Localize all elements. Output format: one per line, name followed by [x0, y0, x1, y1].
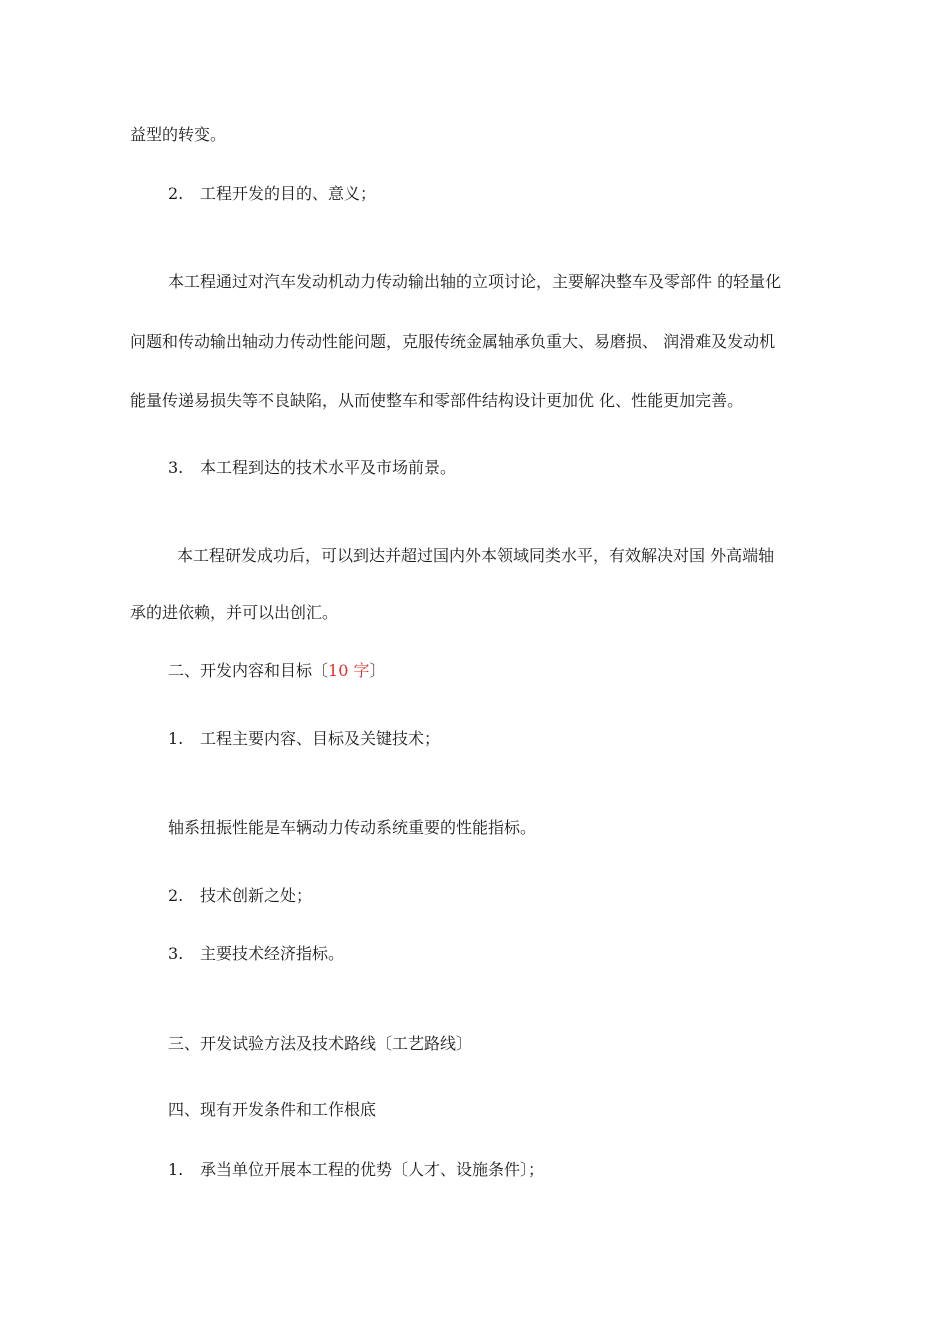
s2-item3: [168, 944, 344, 964]
s4-item1-text: 承当单位开展本工程的优势〔人才、设施条件〕；: [200, 1160, 545, 1179]
section2-title: 二、开发内容和目标〔: [168, 661, 329, 680]
s2-item1-number: 1.: [168, 729, 184, 748]
s1-item2-para-line3: 能量传递易损失等不良缺陷，从而使整车和零部件结构设计更加优 化、性能更加完善。: [130, 391, 744, 410]
s2-item1: [168, 729, 440, 749]
s2-item1-text: 工程主要内容、目标及关键技术；: [200, 729, 441, 748]
s2-item2: [168, 886, 312, 906]
s1-item2-number: 2.: [168, 184, 184, 203]
s2-item3-text: 主要技术经济指标。: [200, 944, 345, 963]
intro-tail: 益型的转变。: [130, 125, 227, 144]
s2-item2-text: 技术创新之处；: [200, 886, 313, 905]
section2-close: 〕: [369, 661, 386, 680]
s1-item3-text: 本工程到达的技术水平及市场前景。: [200, 458, 457, 477]
section2-heading: [168, 661, 385, 681]
s2-item1-para: 轴系扭振性能是车辆动力传动系统重要的性能指标。: [168, 818, 537, 837]
section3-heading: 三、开发试验方法及技术路线〔工艺路线〕: [168, 1034, 473, 1053]
s1-item2-para-line2: 问题和传动输出轴动力传动性能问题，克服传统金属轴承负重大、易磨损、 润滑难及发动机: [130, 332, 776, 351]
s2-item2-number: 2.: [168, 886, 184, 905]
s1-item3-para-line1: 本工程研发成功后，可以到达并超过国内外本领域同类水平，有效解决对国 外高端轴: [177, 546, 775, 565]
section2-word-count-note: 10 字: [328, 661, 370, 680]
s1-item2-para-line1: 本工程通过对汽车发动机动力传动输出轴的立项讨论，主要解决整车及零部件 的轻量化: [168, 272, 782, 291]
s1-item3-number: 3.: [168, 458, 184, 477]
section4-heading: 四、现有开发条件和工作根底: [168, 1100, 377, 1119]
s4-item1: [168, 1160, 544, 1180]
s2-item3-number: 3.: [168, 944, 184, 963]
s1-item3: [168, 458, 456, 478]
s1-item3-para-line2: 承的进依赖，并可以出创汇。: [130, 603, 339, 622]
s4-item1-number: 1.: [168, 1160, 184, 1179]
s1-item2-text: 工程开发的目的、意义；: [200, 184, 377, 203]
s1-item2: [168, 184, 376, 204]
